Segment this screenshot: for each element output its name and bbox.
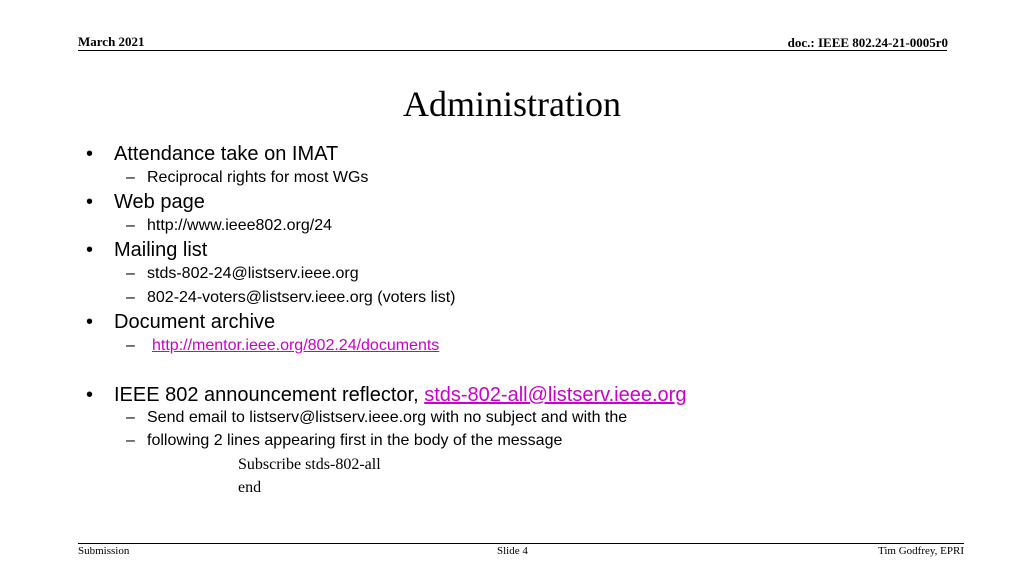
- footer-submission: Submission: [78, 545, 130, 557]
- sub-bullet-following-lines: – following 2 lines appearing first in the body of the message: [126, 432, 563, 449]
- bullet-mailing-list: • Mailing list: [86, 239, 208, 261]
- message-line-end: end: [238, 479, 262, 496]
- bullet-announcement-reflector: • IEEE 802 announcement reflector, stds-802-all@listserv.ieee.org: [86, 384, 687, 406]
- header-date: March 2021: [78, 34, 145, 49]
- bullet-web-page: • Web page: [86, 191, 205, 213]
- sub-bullet-reciprocal: – Reciprocal rights for most WGs: [126, 169, 369, 186]
- sub-bullet-send-email: – Send email to listserv@listserv.ieee.org with no subject and with the: [126, 409, 628, 426]
- footer-rule: [78, 543, 964, 544]
- bullet-document-archive: • Document archive: [86, 311, 276, 333]
- reflector-link[interactable]: stds-802-all@listserv.ieee.org: [424, 384, 687, 406]
- header-rule: [78, 50, 947, 51]
- sub-bullet-archive-link: – http://mentor.ieee.org/802.24/documents: [126, 337, 440, 354]
- bullet-attendance: • Attendance take on IMAT: [86, 143, 339, 165]
- slide-title: Administration: [403, 84, 621, 124]
- archive-link[interactable]: http://mentor.ieee.org/802.24/documents: [152, 337, 440, 354]
- sub-bullet-voters-list: – 802-24-voters@listserv.ieee.org (voters list): [126, 289, 456, 306]
- footer-author: Tim Godfrey, EPRI: [878, 545, 964, 557]
- message-line-subscribe: Subscribe stds-802-all: [238, 456, 381, 473]
- footer-slide-number: Slide 4: [497, 545, 528, 557]
- sub-bullet-web-url: – http://www.ieee802.org/24: [126, 217, 333, 234]
- sub-bullet-stds-list: – stds-802-24@listserv.ieee.org: [126, 265, 359, 282]
- header-doc-id: doc.: IEEE 802.24-21-0005r0: [787, 35, 948, 50]
